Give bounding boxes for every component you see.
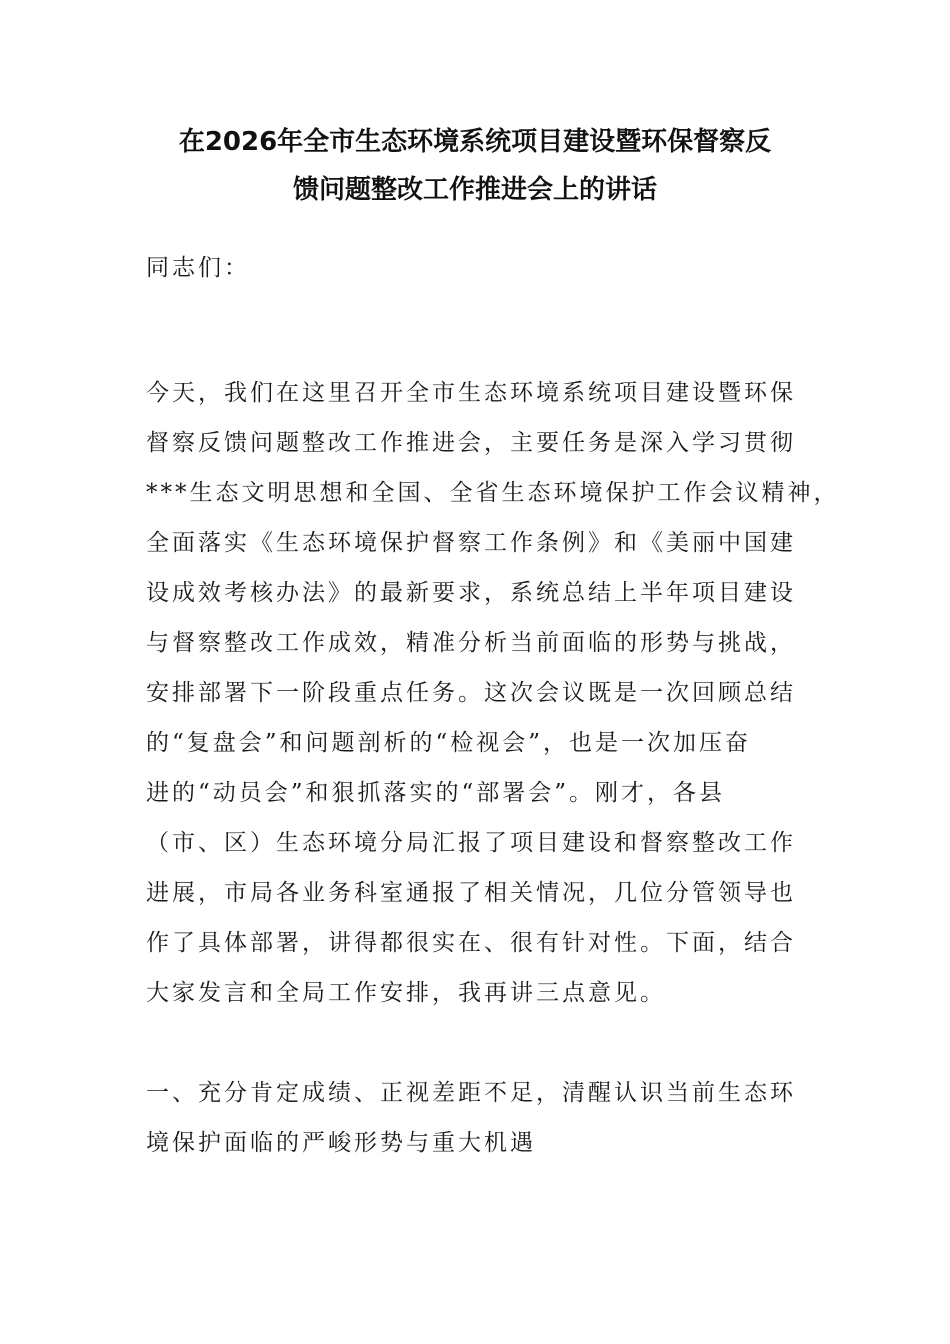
paragraph-1-line: 的“复盘会”和问题剖析的“检视会”，也是一次加压奋 <box>146 730 752 756</box>
paragraph-1-line: 作了具体部署，讲得都很实在、很有针对性。下面，结合 <box>146 930 796 956</box>
paragraph-1-line: 进展，市局各业务科室通报了相关情况，几位分管领导也 <box>146 880 796 906</box>
paragraph-1-line: 进的“动员会”和狠抓落实的“部署会”。刚才，各县 <box>146 780 726 806</box>
section-heading-1-line: 境保护面临的严峻形势与重大机遇 <box>146 1130 536 1156</box>
document-title-line-1: 在2026年全市生态环境系统项目建设暨环保督察反 <box>178 127 772 157</box>
paragraph-1 <box>146 368 840 1018</box>
paragraph-1-line: 与督察整改工作成效，精准分析当前面临的形势与挑战， <box>146 630 796 656</box>
document-title-line-2: 馈问题整改工作推进会上的讲话 <box>292 175 657 205</box>
section-heading-1 <box>146 1068 808 1168</box>
paragraph-1-line: 设成效考核办法》的最新要求，系统总结上半年项目建设 <box>146 580 796 606</box>
paragraph-1-line: 全面落实《生态环境保护督察工作条例》和《美丽中国建 <box>146 530 796 556</box>
paragraph-1-line: 督察反馈问题整改工作推进会，主要任务是深入学习贯彻 <box>146 430 796 456</box>
paragraph-1-line: 安排部署下一阶段重点任务。这次会议既是一次回顾总结 <box>146 680 796 706</box>
paragraph-1-line: ***生态文明思想和全国、全省生态环境保护工作会议精神， <box>146 480 840 506</box>
paragraph-1-line: 大家发言和全局工作安排，我再讲三点意见。 <box>146 980 666 1006</box>
salutation: 同志们： <box>146 255 250 281</box>
paragraph-1-line: 今天，我们在这里召开全市生态环境系统项目建设暨环保 <box>146 380 796 406</box>
paragraph-1-line: （市、区）生态环境分局汇报了项目建设和督察整改工作 <box>146 830 796 856</box>
section-heading-1-line: 一、充分肯定成绩、正视差距不足，清醒认识当前生态环 <box>146 1080 796 1106</box>
